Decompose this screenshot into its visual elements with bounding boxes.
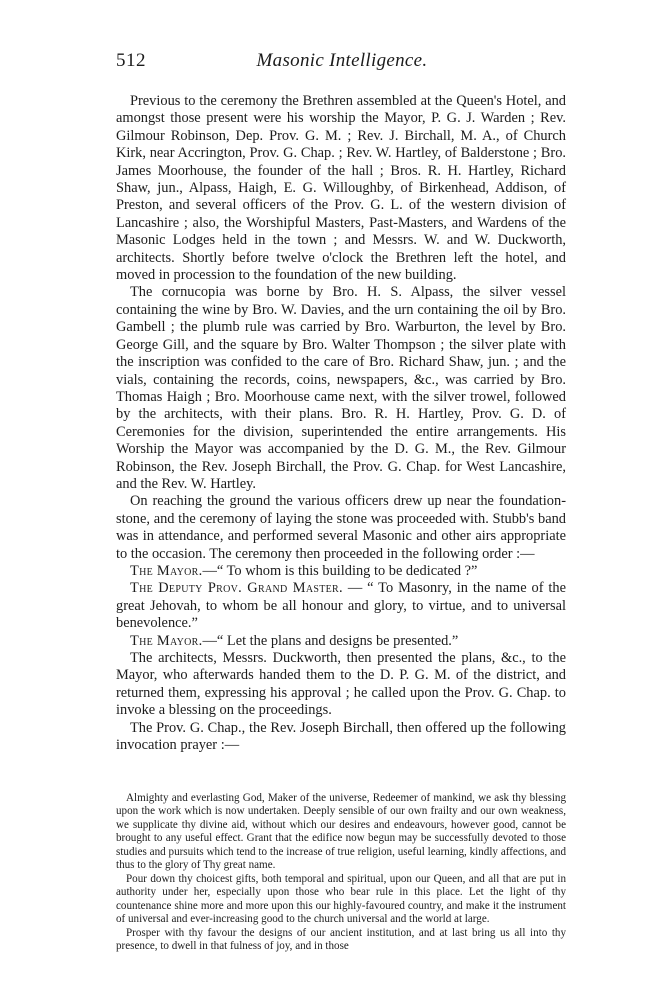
paragraph-plans-presented: The architects, Messrs. Duckworth, then presented the plans, &c., to the Mayor, who afterwards handed them to the D. P. G. M. of the district, and returned them, expressing his approval ; he called upon the Prov. G. Chap. to invoke a blessing on the proceedings. (116, 650, 566, 719)
speaker-deputy: The Deputy Prov. Grand Master. (130, 580, 343, 597)
prayer-paragraph: Prosper with thy favour the designs of our ancient institution, and at last bring us all into thy presence, to dwell in that fulness of joy, and in those (116, 926, 566, 952)
prayer-paragraph: Almighty and everlasting God, Maker of the universe, Redeemer of mankind, we ask thy blessing upon the work which is now undertaken. Deeply sensible of our own frailty and our own weakness, we supplicate thy divine aid, without which our desires and endeavours, however good, cannot be brought to any useful effect. Grant that the edifice now begun may be successfully devoted to those studies and pursuits which tend to the increase of true religion, useful learning, kindly affections, and thus to the glory of Thy great name. (116, 792, 566, 872)
page-number: 512 (116, 50, 146, 71)
paragraph-assembly: Previous to the ceremony the Brethren assembled at the Queen's Hotel, and amongst those present were his worship the Mayor, P. G. J. Warden ; Rev. Gilmour Robinson, Dep. Prov. G. M. ; Rev. J. Birchall, M. A., of Church Kirk, near Accrington, Prov. G. Chap. ; Rev. W. Hartley, of Balderstone ; Bro. James Moorhouse, the founder of the hall ; Bros. R. H. Hartley, Richard Shaw, jun., Alpass, Haigh, E. G. Willoughby, of Birkenhead, Addison, of Preston, and several officers of the Prov. G. L. of the western division of Lancashire ; also, the Worshipful Masters, Past-Masters, and Wardens of the Masonic Lodges held in the town ; and Messrs. W. and W. Duckworth, architects. Shortly before twelve o'clock the Brethren left the hotel, and moved in procession to the foundation of the new building. (116, 93, 566, 284)
speaker-mayor: The Mayor. (130, 562, 203, 579)
paragraph-invocation-intro: The Prov. G. Chap., the Rev. Joseph Birchall, then offered up the following invocation prayer :— (116, 719, 566, 754)
speaker-mayor: The Mayor. (130, 632, 203, 649)
paragraph-ceremony: On reaching the ground the various officers drew up near the foundation-stone, and the ceremony of laying the stone was proceeded with. Stubb's band was in attendance, and performed several Masonic and other airs appropriate to the occasion. The ceremony then proceeded in the following order :— (116, 493, 566, 562)
dialogue-deputy-answer (116, 580, 566, 632)
running-head (116, 50, 568, 76)
prayer-text (116, 792, 566, 953)
mayor-plans-text: —“ Let the plans and designs be presented.” (202, 632, 459, 649)
body-text (116, 93, 566, 754)
paragraph-procession: The cornucopia was borne by Bro. H. S. Alpass, the silver vessel containing the wine by Bro. W. Davies, and the urn containing the oil by Bro. Gambell ; the plumb rule was carried by Bro. Warburton, the level by Bro. George Gill, and the square by Bro. Walter Thompson ; the silver plate with the inscription was confided to the care of Bro. Richard Shaw, jun. ; and the vials, containing the records, coins, newspapers, &c., was carried by Bro. Thomas Haigh ; Bro. Moorhouse came next, with the silver trowel, followed by the architects, with their plans. Bro. R. H. Hartley, Prov. G. D. of Ceremonies for the division, superintended the entire arrangements. His Worship the Mayor was accompanied by the D. G. M., the Rev. Gilmour Robinson, the Rev. Joseph Birchall, the Prov. G. Chap. for West Lancashire, and the Rev. W. Hartley. (116, 284, 566, 492)
dialogue-mayor-plans (116, 633, 566, 650)
mayor-question-text: —“ To whom is this building to be dedicated ?” (202, 562, 478, 579)
deputy-answer-text: — “ To Masonry, in the name of the great Jehovah, to whom be all honour and glory, to virtue, and to universal benevolence.” (116, 580, 566, 632)
prayer-paragraph: Pour down thy choicest gifts, both temporal and spiritual, upon our Queen, and all that are put in authority under her, especially upon those who bear rule in this place. Let the light of thy countenance shine more and more upon this our highly-favoured country, and make it the instrument of universal and ever-increasing good to the church universal and the world at large. (116, 872, 566, 926)
dialogue-mayor-question (116, 563, 566, 580)
running-title: Masonic Intelligence. (256, 50, 428, 71)
